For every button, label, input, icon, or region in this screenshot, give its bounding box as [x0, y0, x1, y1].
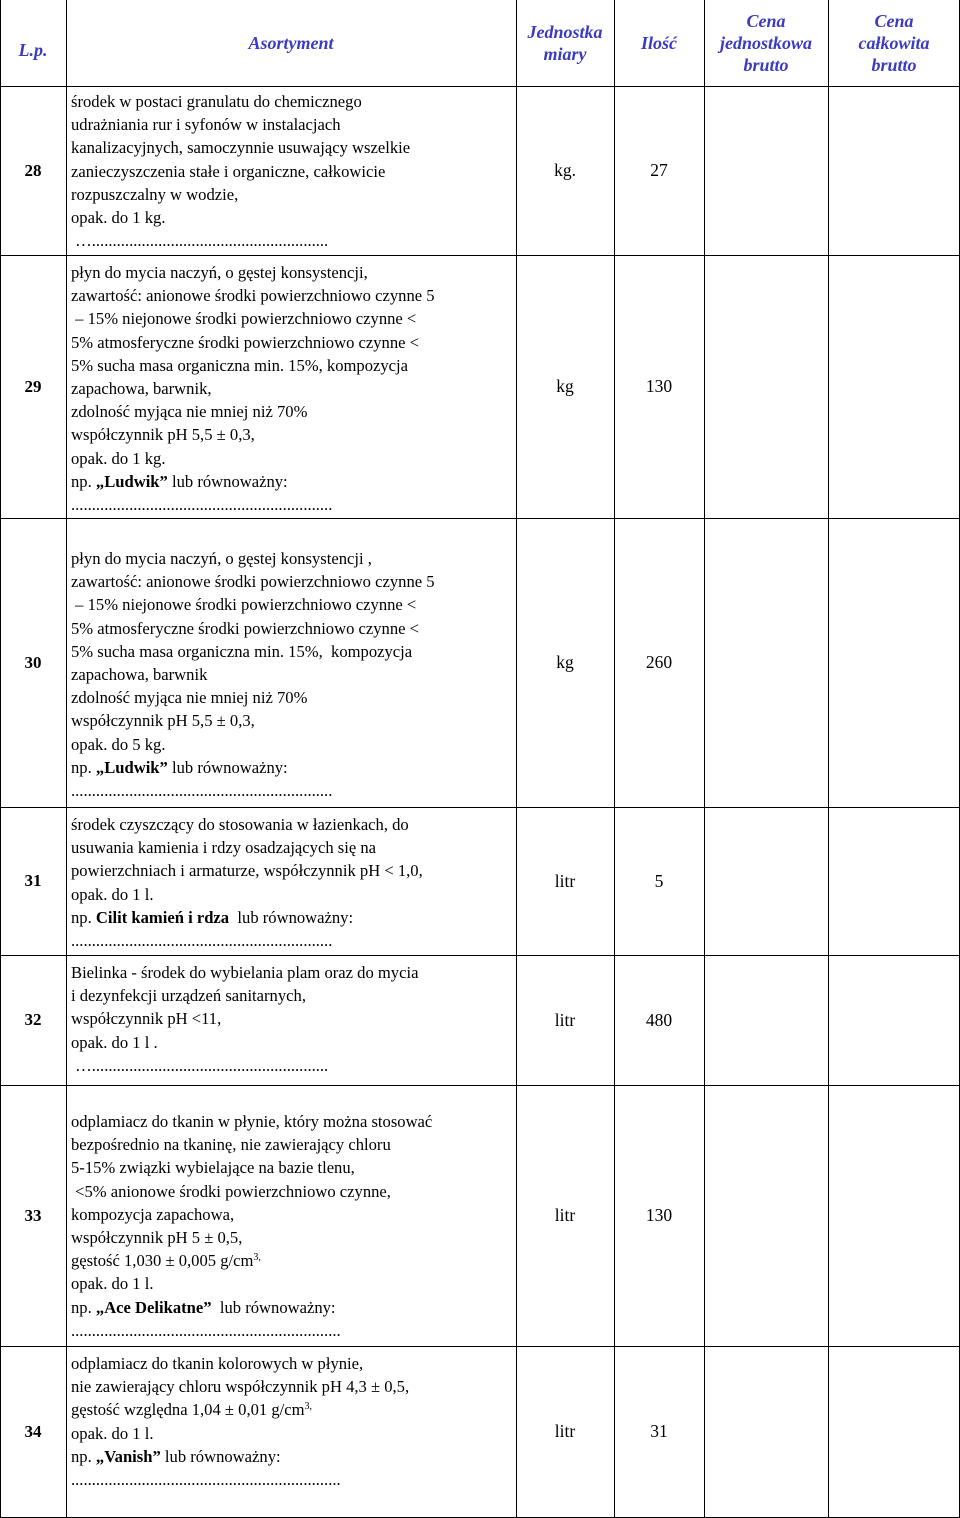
description-line: zawartość: anionowe środki powierzchniowo czynne 5: [71, 286, 435, 306]
row-description: [71, 961, 511, 1077]
header-jednostka-line2: miary: [543, 44, 587, 64]
description-line: środek czyszczący do stosowania w łazienkach, do: [71, 815, 409, 834]
description-line: współczynnik pH 5 ± 0,5,: [71, 1227, 243, 1247]
description-line: opak. do 5 kg.: [71, 734, 166, 754]
superscript: 3,: [304, 1401, 313, 1413]
brand-suffix: lub równoważny:: [211, 1297, 336, 1317]
description-line: współczynnik pH <11,: [71, 1009, 222, 1029]
total-price-cell[interactable]: [829, 87, 959, 255]
header-cena-calk-line2: całkowita: [858, 33, 930, 53]
row-quantity: 130: [645, 376, 673, 396]
description-line: ...............................................................: [71, 930, 333, 950]
unit-price-cell[interactable]: [705, 87, 828, 255]
row-description: [71, 813, 511, 952]
brand-prefix: np.: [71, 1297, 96, 1317]
description-line: <5% anionowe środki powierzchniowo czynne,: [71, 1181, 391, 1201]
total-price-cell[interactable]: [829, 1347, 959, 1517]
description-line: usuwania kamienia i rdzy osadzających się na: [71, 838, 377, 858]
row-number: 34: [24, 1421, 42, 1441]
description-line: [71, 1249, 511, 1272]
row-number: 31: [24, 871, 42, 890]
description-line: opak. do 1 l .: [71, 1032, 158, 1052]
header-cena-jedn-line1: Cena: [746, 11, 786, 31]
row-number: 32: [24, 1010, 42, 1029]
row-number: 29: [24, 376, 42, 396]
description-line: płyn do mycia naczyń, o gęstej konsystencji,: [71, 263, 368, 282]
row-unit: kg: [556, 376, 574, 396]
description-line: zapachowa, barwnik: [71, 664, 208, 684]
description-line: .................................................................: [71, 1469, 341, 1489]
row-description: [71, 90, 511, 252]
description-line: [71, 1296, 511, 1319]
description-line: rozpuszczalny w wodzie,: [71, 184, 239, 204]
description-line: zdolność myjąca nie mniej niż 70%: [71, 688, 308, 708]
description-line: opak. do 1 kg.: [71, 207, 166, 227]
description-line: udrażniania rur i syfonów w instalacjach: [71, 115, 341, 135]
brand-prefix: np.: [71, 471, 96, 491]
row-quantity: 130: [645, 1205, 673, 1225]
row-number: 28: [24, 160, 42, 180]
description-line: odplamiacz do tkanin w płynie, który można stosować: [71, 1112, 433, 1131]
unit-price-cell[interactable]: [705, 808, 828, 955]
header-cena-jedn-line3: brutto: [743, 55, 789, 75]
header-cena-jednostkowa: [704, 0, 828, 86]
unit-price-cell[interactable]: [705, 1086, 828, 1346]
row-description: [71, 1110, 511, 1342]
description-line: 5% atmosferyczne środki powierzchniowo czynne <: [71, 618, 420, 638]
row-description: [71, 547, 511, 802]
density-text: gęstość 1,030 ± 0,005 g/cm: [71, 1251, 254, 1271]
total-price-cell[interactable]: [829, 256, 959, 518]
description-line: – 15% niejonowe środki powierzchniowo czynne <: [71, 309, 417, 329]
description-line: [71, 1445, 511, 1468]
description-line: bezpośrednio na tkaninę, nie zawierający chloru: [71, 1135, 391, 1155]
unit-price-cell[interactable]: [705, 956, 828, 1085]
brand-suffix: lub równoważny:: [160, 1446, 281, 1466]
description-line: płyn do mycia naczyń, o gęstej konsystencji ,: [71, 549, 372, 568]
description-line: – 15% niejonowe środki powierzchniowo czynne <: [71, 595, 417, 615]
description-line: opak. do 1 kg.: [71, 448, 166, 468]
header-cena-calkowita: [828, 0, 960, 86]
row-unit: kg: [556, 652, 574, 672]
header-cena-calk-line3: brutto: [871, 55, 917, 75]
description-line: 5-15% związki wybielające na bazie tlenu,: [71, 1158, 355, 1178]
header-lp: [0, 0, 66, 86]
brand-name: „Ace Delikatne”: [95, 1297, 212, 1317]
description-line: opak. do 1 l.: [71, 1274, 154, 1294]
unit-price-cell[interactable]: [705, 256, 828, 518]
brand-name: „Ludwik”: [95, 757, 168, 777]
brand-suffix: lub równoważny:: [167, 757, 288, 777]
unit-price-cell[interactable]: [705, 1347, 828, 1517]
row-quantity: 480: [645, 1009, 673, 1030]
header-cena-jedn-line2: jednostkowa: [719, 33, 812, 53]
description-line: i dezynfekcji urządzeń sanitarnych,: [71, 986, 306, 1006]
row-description: [71, 1352, 511, 1491]
brand-name: Cilit kamień i rdza: [95, 907, 230, 927]
row-unit: litr: [554, 870, 576, 891]
row-unit: litr: [554, 1421, 576, 1441]
density-text: gęstość względna 1,04 ± 0,01 g/cm: [71, 1400, 305, 1420]
row-unit: kg.: [554, 160, 576, 180]
description-line: ….........................................................: [71, 1055, 329, 1075]
description-line: kompozycja zapachowa,: [71, 1204, 235, 1224]
header-cena-calk-line1: Cena: [874, 11, 914, 31]
description-line: Bielinka - środek do wybielania plam oraz do mycia: [71, 963, 419, 982]
description-line: zawartość: anionowe środki powierzchniowo czynne 5: [71, 572, 435, 592]
description-line: 5% sucha masa organiczna min. 15%, kompozycja: [71, 355, 408, 375]
description-line: środek w postaci granulatu do chemicznego: [71, 92, 362, 111]
description-line: 5% sucha masa organiczna min. 15%, kompozycja: [71, 641, 413, 661]
superscript: 3,: [253, 1252, 261, 1264]
header-asortyment: [66, 0, 516, 86]
header-jednostka-line1: Jednostka: [527, 22, 603, 42]
description-line: [71, 470, 511, 493]
total-price-cell[interactable]: [829, 519, 959, 807]
description-line: 5% atmosferyczne środki powierzchniowo czynne <: [71, 332, 420, 352]
brand-prefix: np.: [71, 757, 96, 777]
brand-suffix: lub równoważny:: [167, 471, 288, 491]
unit-price-cell[interactable]: [705, 519, 828, 807]
description-line: ...............................................................: [71, 494, 333, 514]
description-line: .................................................................: [71, 1320, 341, 1340]
row-description: [71, 261, 511, 516]
brand-prefix: np.: [71, 907, 96, 927]
description-line: współczynnik pH 5,5 ± 0,3,: [71, 711, 255, 731]
description-line: zdolność myjąca nie mniej niż 70%: [71, 402, 308, 422]
description-line: [71, 906, 511, 929]
header-asortyment-label: Asortyment: [248, 33, 334, 53]
row-quantity: 5: [654, 870, 664, 891]
brand-suffix: lub równoważny:: [229, 907, 354, 927]
description-line: odplamiacz do tkanin kolorowych w płynie,: [71, 1354, 364, 1373]
description-line: nie zawierający chloru współczynnik pH 4,3 ± 0,5,: [71, 1377, 410, 1397]
description-line: współczynnik pH 5,5 ± 0,3,: [71, 425, 255, 445]
brand-name: „Ludwik”: [95, 471, 168, 491]
description-line: powierzchniach i armaturze, współczynnik pH < 1,0,: [71, 861, 423, 881]
header-ilosc-label: Ilość: [641, 33, 677, 53]
row-unit: litr: [554, 1009, 576, 1030]
description-line: opak. do 1 l.: [71, 1423, 154, 1443]
description-line: ….........................................................: [71, 231, 329, 251]
description-line: zapachowa, barwnik,: [71, 378, 212, 398]
row-quantity: 27: [650, 160, 668, 180]
description-line: zanieczyszczenia stałe i organiczne, całkowicie: [71, 161, 386, 181]
header-ilosc: [614, 0, 704, 86]
row-unit: litr: [554, 1205, 576, 1225]
row-quantity: 260: [645, 652, 673, 672]
header-lp-label: L.p.: [18, 40, 48, 60]
total-price-cell[interactable]: [829, 956, 959, 1085]
row-number: 30: [24, 652, 42, 672]
description-line: [71, 756, 511, 779]
description-line: [71, 1398, 511, 1421]
total-price-cell[interactable]: [829, 808, 959, 955]
row-quantity: 31: [650, 1421, 668, 1441]
description-line: kanalizacyjnych, samoczynnie usuwający wszelkie: [71, 138, 411, 158]
header-jednostka: [516, 0, 614, 86]
brand-name: „Vanish”: [95, 1446, 161, 1466]
total-price-cell[interactable]: [829, 1086, 959, 1346]
description-line: opak. do 1 l.: [71, 884, 154, 904]
brand-prefix: np.: [71, 1446, 96, 1466]
description-line: ...............................................................: [71, 780, 333, 800]
row-number: 33: [24, 1205, 42, 1225]
